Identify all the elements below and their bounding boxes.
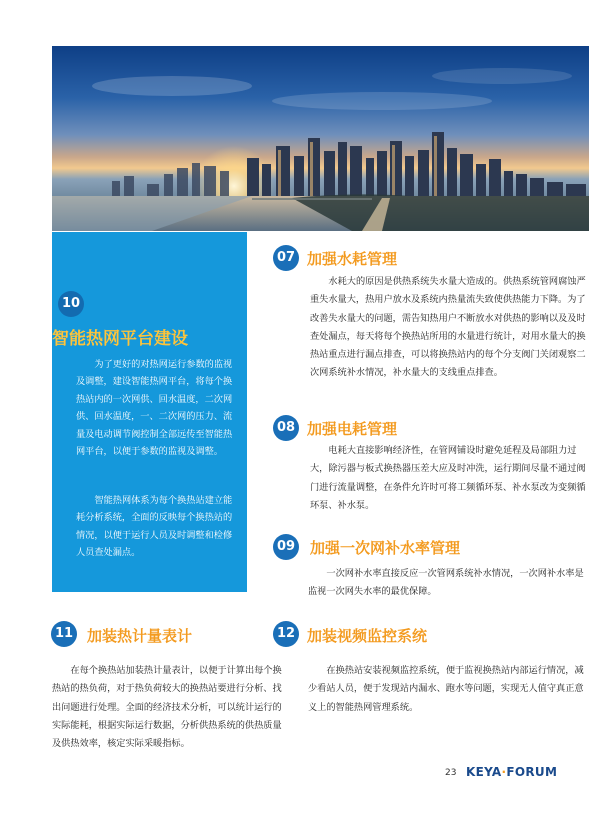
- skyline-illustration: [52, 46, 589, 231]
- brand-dot: ·: [501, 765, 507, 779]
- section-11-title: 加装热计量表计: [87, 627, 193, 645]
- section-12-title: 加装视频监控系统: [307, 627, 428, 645]
- magazine-brand-logo: [466, 765, 557, 779]
- city-skyline-photo: [52, 46, 589, 231]
- section-09-title: 加强一次网补水率管理: [310, 539, 461, 557]
- page-number: 23: [445, 768, 457, 778]
- brand-left-text: KEYA: [466, 765, 502, 779]
- section-08-number-badge: 08: [273, 415, 299, 441]
- section-08-title: 加强电耗管理: [307, 420, 398, 438]
- section-10-title: 智能热网平台建设: [52, 329, 188, 349]
- section-07-number-badge: 07: [273, 245, 299, 271]
- section-09-number-badge: 09: [273, 534, 299, 560]
- smart-heat-network-panel: [52, 232, 247, 592]
- section-12-body: 在换热站安装视频监控系统，便于监视换热站内部运行情况，减少看站人员，便于发现站内漏水、跑水等问题，实现无人值守真正意义上的智能热网管理系统。: [308, 665, 584, 713]
- section-08-body: 电耗大直接影响经济性，在管网铺设时避免延程及局部阻力过大，除污器与板式换热器压差大应及时冲洗，运行期间尽量不通过阀门进行流量调整，在条件允许时可将工频循环泵、补水泵改为变频循环泵、补水泵。: [310, 445, 586, 511]
- section-11-body: 在每个换热站加装热计量表计，以便于计算出每个换热站的热负荷，对于热负荷较大的换热站要进行分析、找出问题进行处理。全面的经济技术分析，可以统计运行的实际能耗，根据实际运行数据，分析供热系统的供热质量及供热效率，核定实际采暖指标。: [52, 665, 282, 750]
- section-10-paragraph-2: 智能热网体系为每个换热站建立能耗分析系统，全面的反映每个换热站的情况，以便于运行人员及时调整和检修人员查处漏点。: [76, 495, 233, 559]
- section-11-number-badge: 11: [51, 621, 77, 647]
- section-10-paragraph-1: 为了更好的对热网运行参数的监视及调整，建设智能热网平台，将每个换热站内的一次网供、回水温度，二次网供、回水温度，一、二次网的压力、流量及电动调节阀控制全部远传至智能热网平台，以便于参数的监视及调整。: [76, 359, 233, 458]
- section-12-number-badge: 12: [273, 621, 299, 647]
- section-09-body: 一次网补水率直接反应一次管网系统补水情况，一次网补水率是监视一次网失水率的最优保障。: [308, 568, 584, 598]
- brand-right-text: FORUM: [506, 765, 558, 779]
- section-10-number-badge: 10: [58, 291, 84, 317]
- section-07-title: 加强水耗管理: [307, 250, 398, 268]
- section-07-body: 水耗大的原因是供热系统失水量大造成的。供热系统管网腐蚀严重失水量大，热用户放水及系统内热量流失致使供热能力下降。为了改善失水量大的问题，需告知热用户不断放水对供热的影响以及及时查处漏点，每天将每个换热站所用的水量进行统计，对用水量大的换热站重点进行漏点排查，可以将换热站内的每个分支阀门关闭观察二次网系统补水情况，补水量大的支线重点排查。: [310, 276, 586, 379]
